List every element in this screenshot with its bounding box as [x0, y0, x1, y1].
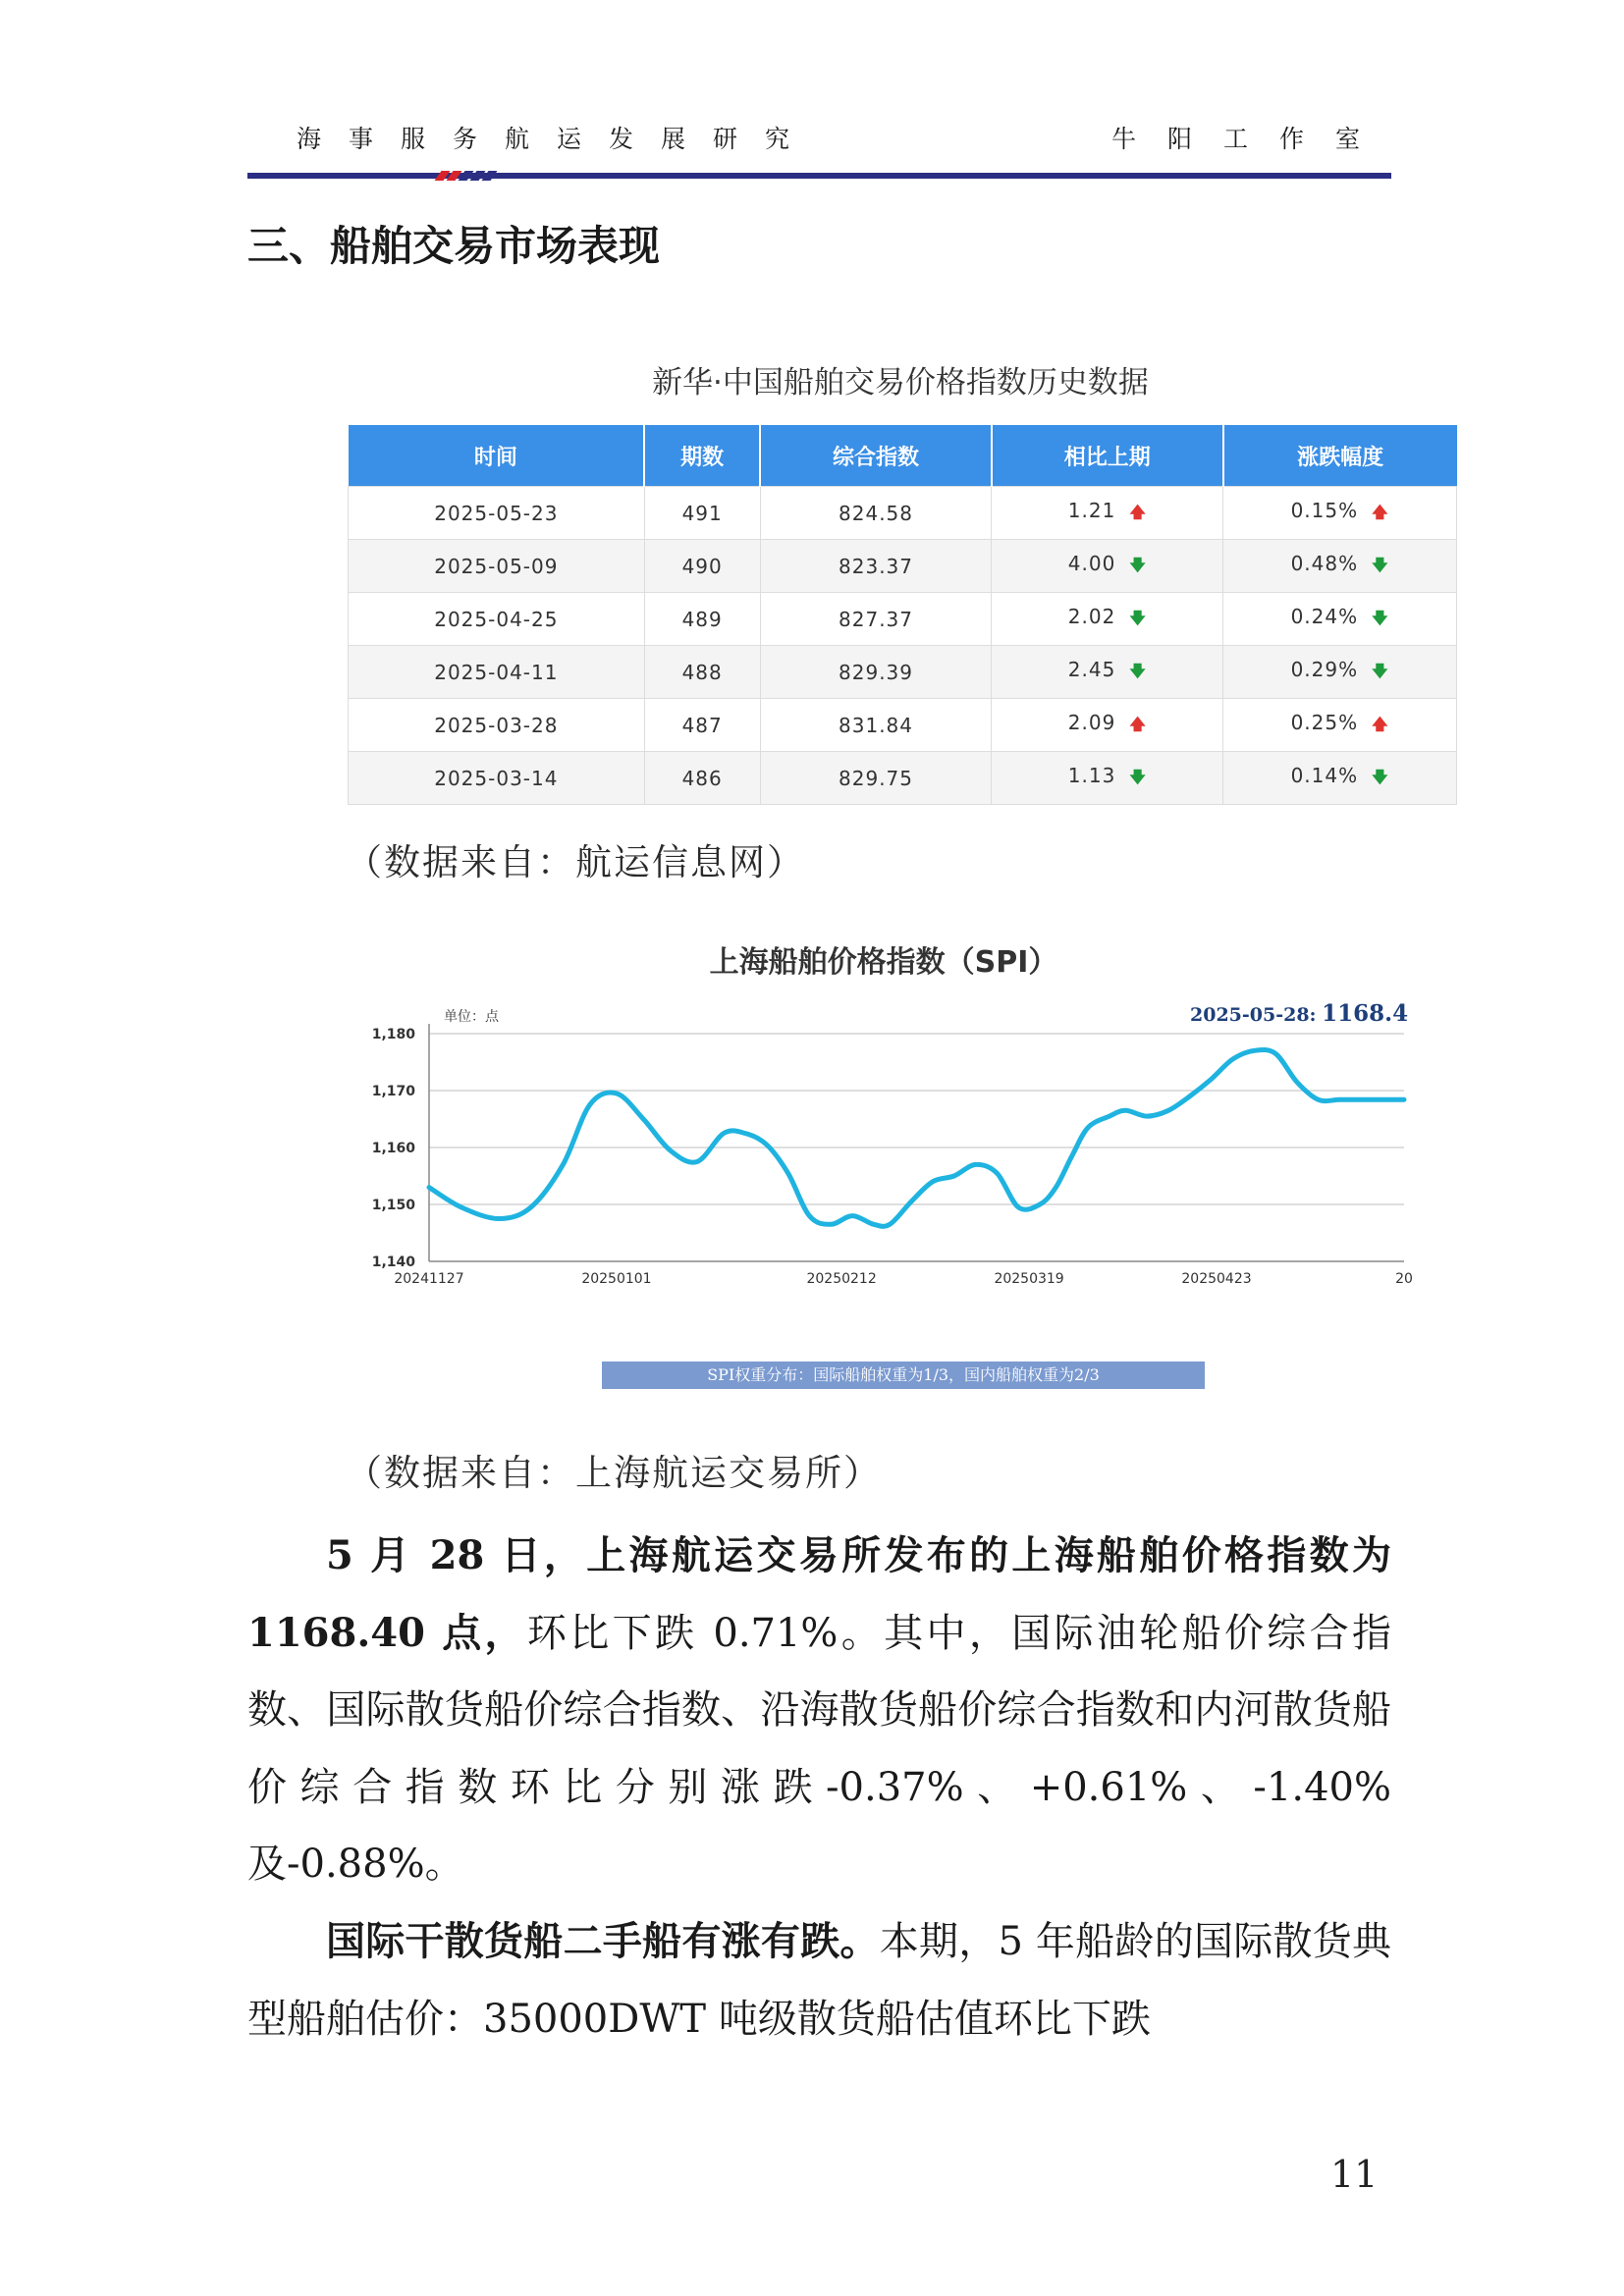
trend-arrow-icon: 🡅 — [1129, 714, 1147, 733]
pct-value: 0.48% — [1290, 551, 1359, 575]
change-value: 4.00 — [1067, 551, 1116, 575]
trend-arrow-icon: 🡇 — [1129, 767, 1147, 786]
pct-value: 0.14% — [1290, 763, 1359, 787]
cell-index: 831.84 — [760, 699, 992, 752]
cell-change — [992, 752, 1223, 805]
trend-arrow-icon: 🡇 — [1372, 767, 1389, 786]
trend-arrow-icon: 🡅 — [1372, 502, 1389, 521]
cell-change — [992, 646, 1223, 699]
change-value: 2.45 — [1067, 657, 1116, 681]
page-header — [247, 116, 1391, 155]
x-tick-label: 20241127 — [394, 1271, 464, 1287]
pct-value: 0.24% — [1290, 604, 1359, 628]
latest-date: 2025-05-28: — [1190, 1004, 1317, 1026]
cell-pct — [1223, 699, 1457, 752]
ship-price-index-table — [348, 425, 1457, 805]
cell-period: 491 — [644, 487, 760, 540]
y-tick-label: 1,150 — [371, 1198, 415, 1213]
cell-index: 829.75 — [760, 752, 992, 805]
x-tick-label: 20 — [1395, 1271, 1413, 1287]
cell-pct — [1223, 752, 1457, 805]
paragraph-spi — [247, 1518, 1391, 1903]
trend-arrow-icon: 🡇 — [1129, 608, 1147, 627]
trend-arrow-icon: 🡅 — [1129, 502, 1147, 521]
table-row — [349, 752, 1457, 805]
table-row — [349, 487, 1457, 540]
cell-pct — [1223, 646, 1457, 699]
x-tick-label: 20250212 — [806, 1271, 877, 1287]
spi-line-chart — [363, 996, 1413, 1310]
chart-weight-note: SPI权重分布：国际船舶权重为1/3，国内船舶权重为2/3 — [602, 1362, 1205, 1389]
trend-arrow-icon: 🡇 — [1372, 608, 1389, 627]
section-title: 三、船舶交易市场表现 — [247, 222, 661, 270]
col-header-pct: 涨跌幅度 — [1223, 425, 1457, 487]
cell-pct — [1223, 593, 1457, 646]
header-left-text: 海事服务航运发展研究 — [297, 125, 818, 153]
col-header-date: 时间 — [349, 425, 645, 487]
trend-arrow-icon: 🡇 — [1129, 661, 1147, 680]
cell-date: 2025-03-28 — [349, 699, 645, 752]
col-header-change: 相比上期 — [992, 425, 1223, 487]
change-value: 1.13 — [1067, 763, 1116, 787]
x-tick-label: 20250319 — [994, 1271, 1064, 1287]
table-row — [349, 699, 1457, 752]
col-header-period: 期数 — [644, 425, 760, 487]
chart-unit-label: 单位：点 — [444, 1009, 499, 1025]
y-tick-label: 1,180 — [371, 1027, 415, 1042]
table-row — [349, 540, 1457, 593]
pct-value: 0.25% — [1290, 710, 1359, 734]
y-tick-label: 1,160 — [371, 1141, 415, 1156]
header-right-text: 牛阳工作室 — [1110, 125, 1391, 153]
pct-value: 0.15% — [1290, 498, 1359, 522]
table-row — [349, 646, 1457, 699]
cell-pct — [1223, 487, 1457, 540]
table-header-row — [349, 425, 1457, 487]
page-number: 11 — [1330, 2153, 1379, 2196]
change-value: 2.02 — [1067, 604, 1116, 628]
chart-source-note: （数据来自：上海航运交易所） — [346, 1452, 882, 1494]
cell-change — [992, 540, 1223, 593]
cell-date: 2025-04-11 — [349, 646, 645, 699]
cell-period: 488 — [644, 646, 760, 699]
pct-value: 0.29% — [1290, 657, 1359, 681]
spi-chart — [363, 937, 1413, 1409]
trend-arrow-icon: 🡅 — [1372, 714, 1389, 733]
cell-pct — [1223, 540, 1457, 593]
cell-index: 829.39 — [760, 646, 992, 699]
trend-arrow-icon: 🡇 — [1372, 555, 1389, 574]
y-tick-label: 1,140 — [371, 1255, 415, 1270]
cell-index: 827.37 — [760, 593, 992, 646]
cell-period: 486 — [644, 752, 760, 805]
chart-title: 上海船舶价格指数（SPI） — [709, 945, 1058, 980]
cell-change — [992, 699, 1223, 752]
cell-period: 490 — [644, 540, 760, 593]
header-stripe-decoration — [434, 171, 503, 181]
cell-date: 2025-04-25 — [349, 593, 645, 646]
change-value: 1.21 — [1067, 498, 1116, 522]
cell-period: 489 — [644, 593, 760, 646]
header-rule — [247, 173, 1391, 179]
table-title: 新华·中国船舶交易价格指数历史数据 — [652, 365, 1149, 400]
spi-series-line — [429, 1049, 1404, 1226]
trend-arrow-icon: 🡇 — [1129, 555, 1147, 574]
paragraph-drybulk — [247, 1903, 1391, 2057]
cell-period: 487 — [644, 699, 760, 752]
table-row — [349, 593, 1457, 646]
cell-date: 2025-05-23 — [349, 487, 645, 540]
paragraph-body: 环比下跌 0.71%。其中，国际油轮船价综合指数、国际散货船价综合指数、沿海散货船价综合指数和内河散货船价综合指数环比分别涨跌-0.37%、+0.61%、-1.40%及-0.88%。 — [247, 1610, 1391, 1887]
table-source-note: （数据来自：航运信息网） — [346, 841, 805, 883]
x-tick-label: 20250423 — [1181, 1271, 1252, 1287]
cell-change — [992, 593, 1223, 646]
cell-change — [992, 487, 1223, 540]
trend-arrow-icon: 🡇 — [1372, 661, 1389, 680]
change-value: 2.09 — [1067, 710, 1116, 734]
paragraph-lead-bold: 5 月 28 日，上海航运交易所发布的上海船舶价格指数为 1168.40 点， — [247, 1532, 1391, 1656]
cell-index: 823.37 — [760, 540, 992, 593]
paragraph-body: 本期，5 年船龄的国际散货典型船舶估价：35000DWT 吨级散货船估值环比下跌 — [247, 1919, 1392, 2042]
paragraph-lead-bold: 国际干散货船二手船有涨有跌。 — [326, 1918, 880, 1964]
latest-value: 1168.4 — [1322, 1000, 1409, 1027]
x-tick-label: 20250101 — [581, 1271, 652, 1287]
cell-date: 2025-05-09 — [349, 540, 645, 593]
cell-date: 2025-03-14 — [349, 752, 645, 805]
y-tick-label: 1,170 — [371, 1084, 415, 1099]
cell-index: 824.58 — [760, 487, 992, 540]
col-header-index: 综合指数 — [760, 425, 992, 487]
